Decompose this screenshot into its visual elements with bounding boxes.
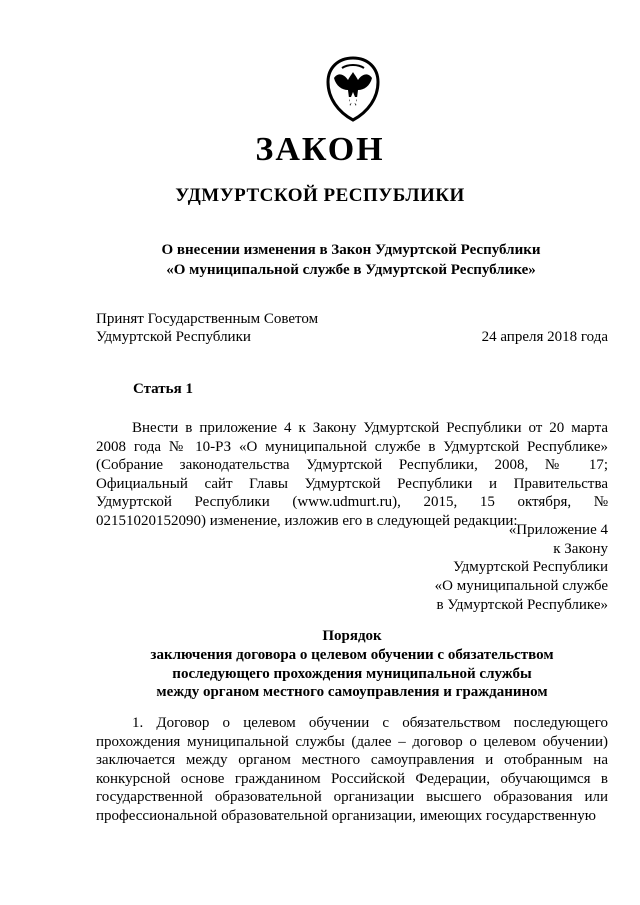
udmurt-coat-of-arms-icon [324, 56, 382, 122]
appendix-line: Удмуртской Республики [453, 559, 608, 576]
document-heading-line: О внесении изменения в Закон Удмуртской Республики [161, 242, 541, 258]
article-paragraph [96, 419, 608, 531]
adoption-date: 24 апреля 2018 года [481, 329, 608, 345]
procedure-heading [96, 627, 608, 702]
document-heading-line: «О муниципальной службе в Удмуртской Республике» [166, 262, 536, 278]
document-heading [96, 240, 606, 280]
appendix-line: к Закону [553, 540, 608, 557]
clause-paragraph-text: 1. Договор о целевом обучении с обязательством последующего прохождения муниципальной службы (далее – договор о целевом обучении) заключается между органом местного самоуправления и отобранным на конкурсной основе гражданином Российской Федерации, обучающимся в государственной образовательной организации высшего образования или профессиональной образовательной организации, имеющих государственную [96, 715, 608, 824]
article-heading: Статья 1 [133, 381, 193, 397]
law-title: ЗАКОН [255, 131, 385, 168]
adoption-block [96, 310, 608, 346]
appendix-line: «Приложение 4 [508, 522, 608, 538]
appendix-reference [435, 521, 608, 615]
clause-paragraph [96, 714, 608, 826]
procedure-title: Порядок [322, 628, 382, 644]
law-subtitle: УДМУРТСКОЙ РЕСПУБЛИКИ [175, 185, 465, 206]
appendix-line: в Удмуртской Республике» [436, 596, 608, 613]
procedure-line: последующего прохождения муниципальной службы [172, 665, 532, 682]
procedure-line: между органом местного самоуправления и гражданином [156, 684, 548, 701]
procedure-line: заключения договора о целевом обучении с обязательством [150, 646, 554, 663]
adoption-body: Принят Государственным Советом [96, 311, 319, 327]
appendix-line: «О муниципальной службе [434, 578, 608, 595]
adoption-body-name: Удмуртской Республики [96, 329, 251, 345]
article-paragraph-text: Внести в приложение 4 к Закону Удмуртской Республики от 20 марта 2008 года № 10-РЗ «О муниципальной службе в Удмуртской Республике» (Собрание законодательства Удмуртской Республики, 2008, № 17; Официальный сайт Главы Удмуртской Республики и Правительства Удмуртской Республики (www.udmurt.ru), 2015, 15 октября, № 02151020152090) изменение, изложив его в следующей редакции: [96, 420, 608, 529]
